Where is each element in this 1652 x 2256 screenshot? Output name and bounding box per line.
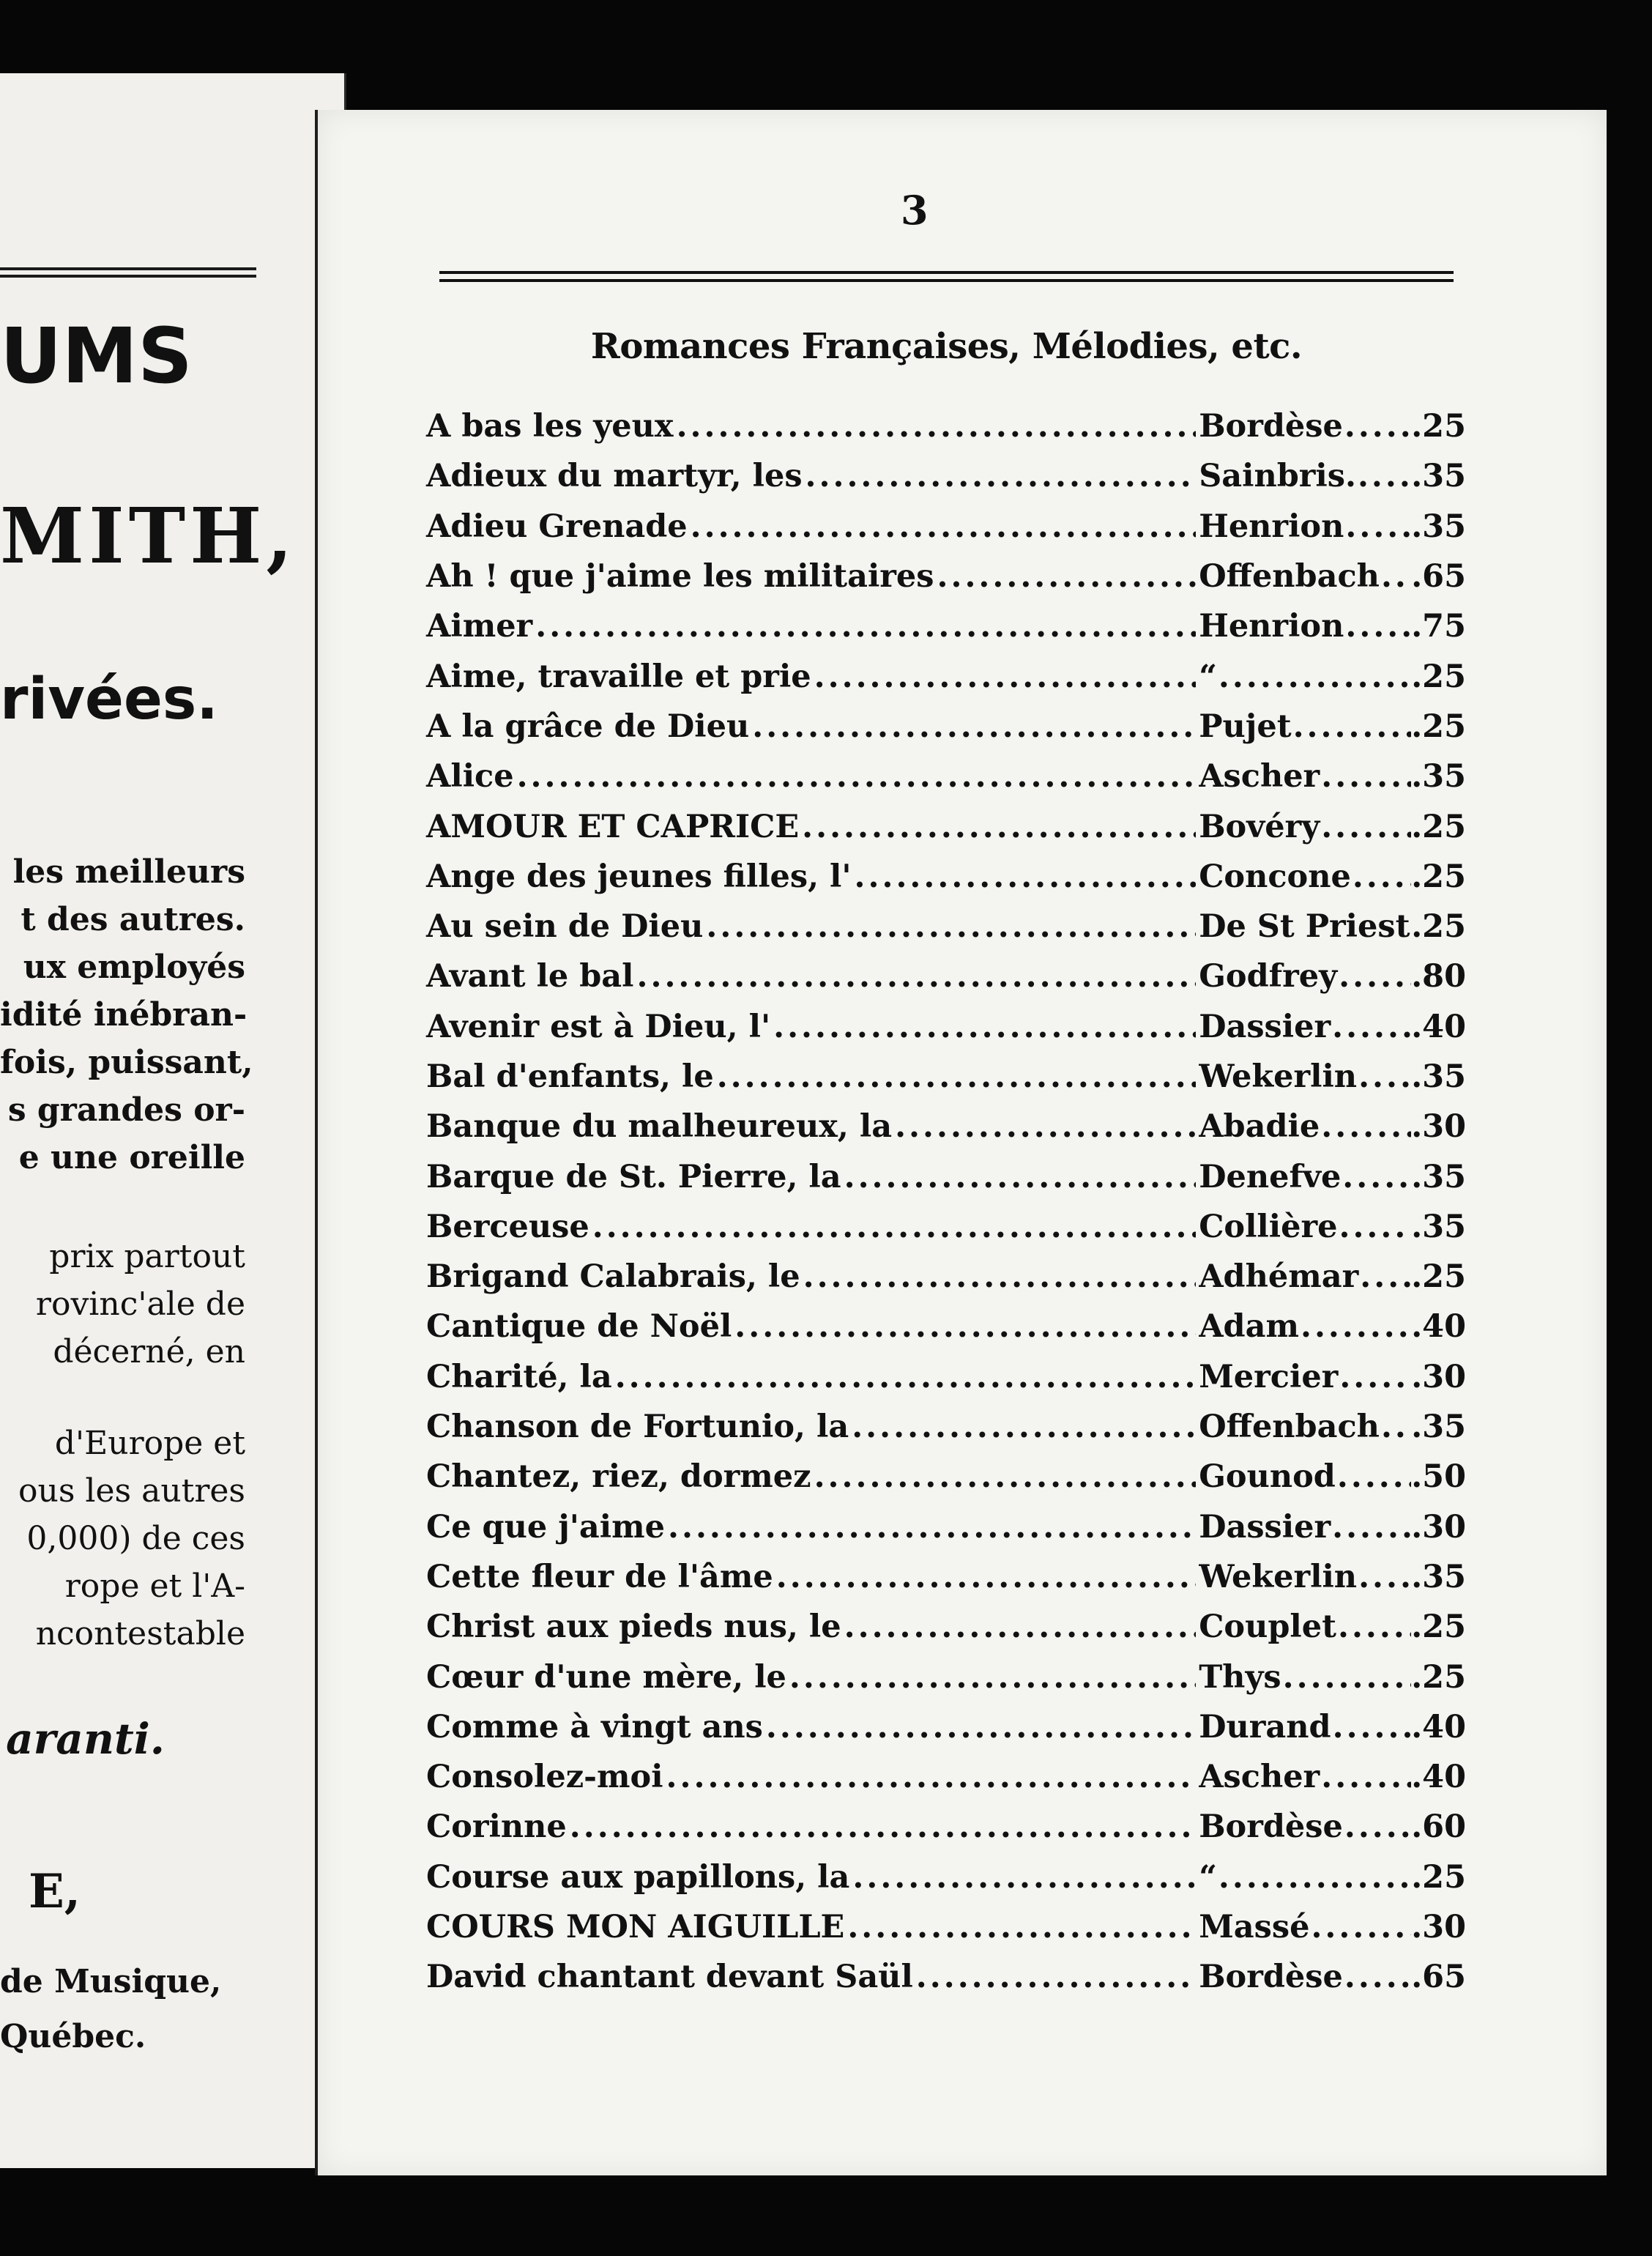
dot-leader — [1311, 1909, 1411, 1945]
dot-leader — [1353, 858, 1411, 895]
dot-leader — [668, 1509, 1196, 1546]
composer-name: Bordèse — [1199, 1808, 1343, 1846]
composer-cell — [1199, 958, 1411, 995]
composer-cell — [1199, 1909, 1411, 1945]
price: .75 — [1411, 608, 1466, 645]
dot-leader — [1360, 1258, 1411, 1295]
dot-leader — [535, 608, 1196, 645]
left-line: rovinc'ale de — [35, 1285, 245, 1323]
composer-name: “ — [1199, 658, 1217, 695]
page-number: 3 — [901, 187, 929, 234]
composer-cell — [1199, 809, 1411, 845]
dot-leader — [1333, 1709, 1412, 1745]
dot-leader — [1381, 558, 1411, 595]
dot-leader — [1339, 1359, 1411, 1395]
list-item — [426, 1952, 1466, 2002]
composer-cell — [1199, 1108, 1411, 1145]
list-item — [426, 752, 1466, 801]
price: .40 — [1411, 1308, 1466, 1346]
dot-leader — [517, 758, 1197, 795]
price: .35 — [1411, 1208, 1466, 1245]
song-title: Charité, la — [426, 1358, 612, 1395]
composer-cell — [1199, 1009, 1411, 1045]
dot-leader — [1344, 1808, 1411, 1845]
left-line: prix partout — [49, 1238, 245, 1275]
dot-leader — [814, 1458, 1197, 1495]
left-line: de Musique, — [0, 1963, 222, 2000]
composer-name: Couplet — [1199, 1608, 1336, 1646]
composer-cell — [1199, 1258, 1411, 1295]
song-title: Berceuse — [426, 1208, 589, 1245]
composer-cell — [1199, 1659, 1411, 1696]
song-title: Corinne — [426, 1808, 567, 1846]
price: .35 — [1411, 1409, 1466, 1446]
dot-leader — [1321, 1759, 1411, 1795]
song-title: Ange des jeunes filles, l' — [426, 858, 852, 895]
left-line: ncontestable — [35, 1615, 245, 1652]
composer-cell — [1199, 858, 1411, 895]
song-title: Comme à vingt ans — [426, 1708, 763, 1745]
left-line: t des autres. — [21, 901, 245, 938]
dot-leader — [1218, 658, 1411, 695]
price: .35 — [1411, 758, 1466, 795]
composer-cell — [1199, 408, 1411, 445]
dot-leader — [752, 708, 1196, 745]
composer-name: Durand — [1199, 1708, 1331, 1745]
dot-leader — [844, 1608, 1197, 1645]
list-item — [426, 1752, 1466, 1802]
list-item — [426, 801, 1466, 851]
price: .25 — [1411, 1608, 1466, 1646]
dot-leader — [1321, 1108, 1411, 1145]
left-line: e une oreille — [18, 1139, 245, 1176]
composer-name: Offenbach — [1199, 558, 1380, 595]
composer-cell — [1199, 1559, 1411, 1595]
composer-name: Thys — [1199, 1658, 1281, 1696]
dot-leader — [803, 1258, 1197, 1295]
composer-cell — [1199, 1458, 1411, 1495]
dot-leader — [776, 1559, 1196, 1595]
dot-leader — [570, 1808, 1196, 1845]
dot-leader — [1301, 1308, 1411, 1345]
composer-name: Sainbris. — [1199, 458, 1356, 495]
left-line: Québec. — [0, 2018, 146, 2055]
dot-leader — [1381, 1409, 1411, 1445]
price: .35 — [1411, 1558, 1466, 1595]
composer-cell — [1199, 1959, 1411, 1995]
list-item — [426, 1002, 1466, 1052]
left-top-rule-2 — [0, 275, 256, 278]
dot-leader — [789, 1659, 1196, 1696]
left-line: rope et l'A- — [64, 1567, 245, 1605]
price: .35 — [1411, 1058, 1466, 1095]
price: .60 — [1411, 1808, 1466, 1846]
composer-name: Bovéry — [1199, 808, 1320, 845]
dot-leader — [852, 1859, 1196, 1896]
composer-name: De St Priest — [1199, 908, 1410, 946]
song-title: A bas les yeux — [426, 408, 674, 445]
composer-name: Bordèse — [1199, 1959, 1343, 1996]
list-item — [426, 1452, 1466, 1502]
dot-leader — [691, 508, 1197, 545]
composer-cell — [1199, 1209, 1411, 1245]
dot-leader — [666, 1759, 1197, 1795]
left-line: aranti. — [6, 1714, 165, 1764]
list-item — [426, 1502, 1466, 1552]
list-item — [426, 1052, 1466, 1102]
list-item — [426, 1652, 1466, 1702]
left-line: d'Europe et — [54, 1425, 245, 1462]
dot-leader — [937, 558, 1197, 595]
left-line: MITH, — [0, 491, 297, 581]
list-item — [426, 1352, 1466, 1402]
song-title: Alice — [426, 758, 514, 795]
price: .25 — [1411, 858, 1466, 895]
dot-leader — [1321, 809, 1411, 845]
song-title: Cette fleur de l'âme — [426, 1558, 773, 1595]
price: .25 — [1411, 1258, 1466, 1296]
left-line: décerné, en — [53, 1333, 245, 1370]
price: .50 — [1411, 1458, 1466, 1496]
left-line: rivées. — [0, 667, 218, 732]
dot-leader — [805, 458, 1197, 494]
composer-name: Gounod — [1199, 1458, 1336, 1496]
dot-leader — [1344, 1959, 1411, 1995]
song-title: A la grâce de Dieu — [426, 708, 750, 745]
dot-leader — [734, 1308, 1196, 1345]
list-item — [426, 1852, 1466, 1902]
composer-name: Abadie — [1199, 1108, 1320, 1146]
dot-leader — [916, 1959, 1196, 1995]
price: .35 — [1411, 458, 1466, 495]
dot-leader — [1321, 758, 1411, 795]
composer-name: “ — [1199, 1858, 1217, 1896]
list-item — [426, 401, 1466, 451]
price: .30 — [1411, 1108, 1466, 1146]
left-line: ous les autres — [18, 1472, 245, 1510]
list-item — [426, 1402, 1466, 1452]
song-title: Brigand Calabrais, le — [426, 1258, 800, 1296]
left-line: 0,000) de ces — [26, 1520, 245, 1557]
price: .40 — [1411, 1708, 1466, 1745]
song-title: Chantez, riez, dormez — [426, 1458, 811, 1496]
composer-name: Adhémar — [1199, 1258, 1359, 1296]
list-item — [426, 552, 1466, 601]
left-line: fois, puissant, — [0, 1044, 253, 1081]
price: .40 — [1411, 1008, 1466, 1045]
song-title: Cœur d'une mère, le — [426, 1658, 786, 1696]
left-line: idité inébran- — [0, 996, 248, 1034]
composer-cell — [1199, 1759, 1411, 1795]
composer-name: Dassier — [1199, 1008, 1331, 1045]
dot-leader — [706, 908, 1196, 945]
dot-leader — [1345, 608, 1411, 645]
composer-cell — [1199, 1359, 1411, 1395]
price: .25 — [1411, 408, 1466, 445]
price: .65 — [1411, 558, 1466, 595]
composer-name: Wekerlin — [1199, 1558, 1358, 1595]
composer-name: Ascher — [1199, 1759, 1320, 1796]
composer-cell — [1199, 1608, 1411, 1645]
list-item — [426, 1151, 1466, 1201]
composer-cell — [1199, 1709, 1411, 1745]
composer-cell — [1199, 1159, 1411, 1195]
list-item — [426, 601, 1466, 651]
left-page-fragment — [0, 73, 346, 2168]
dot-leader — [802, 809, 1196, 845]
dot-leader — [717, 1058, 1196, 1095]
composer-name: Mercier — [1199, 1358, 1339, 1395]
list-item — [426, 902, 1466, 951]
song-title: Barque de St. Pierre, la — [426, 1158, 841, 1195]
song-title: AMOUR ET CAPRICE — [426, 808, 800, 845]
composer-cell — [1199, 1808, 1411, 1845]
composer-name: Collière — [1199, 1208, 1338, 1245]
price: .35 — [1411, 508, 1466, 545]
composer-name: Bordèse — [1199, 408, 1343, 445]
dot-leader — [637, 958, 1197, 995]
song-title: Ce que j'aime — [426, 1508, 665, 1546]
composer-cell — [1199, 1058, 1411, 1095]
song-title: Chanson de Fortunio, la — [426, 1409, 849, 1446]
price: .25 — [1411, 1658, 1466, 1696]
composer-name: Pujet — [1199, 708, 1292, 745]
dot-leader — [1332, 1009, 1411, 1045]
list-item — [426, 1702, 1466, 1752]
composer-cell — [1199, 908, 1411, 945]
list-item — [426, 702, 1466, 752]
price: .25 — [1411, 808, 1466, 845]
list-item — [426, 951, 1466, 1001]
price: .30 — [1411, 1358, 1466, 1395]
price: .25 — [1411, 1858, 1466, 1896]
composer-cell — [1199, 508, 1411, 545]
composer-cell — [1199, 758, 1411, 795]
section-title: Romances Françaises, Mélodies, etc. — [590, 326, 1303, 367]
composer-cell — [1199, 608, 1411, 645]
song-title: Banque du malheureux, la — [426, 1108, 893, 1146]
left-line: s grandes or- — [7, 1091, 245, 1129]
song-title: Consolez-moi — [426, 1759, 663, 1796]
list-item — [426, 451, 1466, 501]
song-title: Bal d'enfants, le — [426, 1058, 714, 1095]
list-item — [426, 502, 1466, 552]
composer-name: Concone — [1199, 858, 1351, 895]
list-item — [426, 1202, 1466, 1252]
dot-leader — [814, 658, 1197, 695]
composer-cell — [1199, 558, 1411, 595]
song-title: Avant le bal — [426, 958, 634, 995]
list-item — [426, 1602, 1466, 1652]
composer-name: Henrion — [1199, 508, 1344, 545]
dot-leader — [615, 1359, 1196, 1395]
dot-leader — [1338, 1608, 1411, 1645]
song-title: Christ aux pieds nus, le — [426, 1608, 841, 1646]
composer-cell — [1199, 1859, 1411, 1896]
composer-name: Offenbach — [1199, 1409, 1380, 1446]
dot-leader — [1283, 1659, 1412, 1696]
dot-leader — [895, 1108, 1196, 1145]
list-item — [426, 1252, 1466, 1302]
list-item — [426, 1902, 1466, 1952]
price: .80 — [1411, 958, 1466, 995]
song-title: Adieu Grenade — [426, 508, 688, 545]
dot-leader — [1344, 408, 1411, 445]
song-title: Cantique de Noël — [426, 1308, 732, 1346]
left-line: UMS — [0, 311, 193, 401]
song-title: COURS MON AIGUILLE — [426, 1909, 845, 1946]
price: .25 — [1411, 708, 1466, 745]
dot-leader — [592, 1209, 1196, 1245]
dot-leader — [1337, 1458, 1411, 1495]
dot-leader — [1339, 958, 1411, 995]
dot-leader — [1293, 708, 1412, 745]
composer-name: Wekerlin — [1199, 1058, 1358, 1095]
dot-leader — [677, 408, 1197, 445]
dot-leader — [1339, 1209, 1411, 1245]
dot-leader — [1342, 1159, 1411, 1195]
composer-name: Henrion — [1199, 608, 1344, 645]
price: .40 — [1411, 1759, 1466, 1796]
list-item — [426, 1102, 1466, 1151]
price: .65 — [1411, 1959, 1466, 1996]
composer-cell — [1199, 458, 1411, 494]
dot-leader — [852, 1409, 1196, 1445]
price: .30 — [1411, 1508, 1466, 1546]
header-double-rule — [439, 271, 1454, 287]
dot-leader — [1345, 508, 1411, 545]
composer-name: Ascher — [1199, 758, 1320, 795]
price: .25 — [1411, 658, 1466, 695]
song-title: Course aux papillons, la — [426, 1858, 850, 1896]
dot-leader — [1358, 1058, 1411, 1095]
price: .35 — [1411, 1158, 1466, 1195]
list-item — [426, 1552, 1466, 1602]
list-item — [426, 1802, 1466, 1852]
dot-leader — [1332, 1509, 1411, 1546]
composer-name: Adam — [1199, 1308, 1299, 1346]
composer-cell — [1199, 1409, 1411, 1445]
dot-leader — [773, 1009, 1196, 1045]
left-line: E, — [28, 1864, 81, 1919]
song-list — [426, 401, 1466, 2003]
price: .25 — [1411, 908, 1466, 946]
composer-name: Godfrey — [1199, 958, 1338, 995]
song-title: Aimer — [426, 608, 533, 645]
composer-cell — [1199, 1308, 1411, 1345]
price: .30 — [1411, 1909, 1466, 1946]
dot-leader — [855, 858, 1197, 895]
dot-leader — [1218, 1859, 1411, 1896]
dot-leader — [1358, 458, 1411, 494]
composer-name: Dassier — [1199, 1508, 1331, 1546]
left-top-rule — [0, 267, 256, 270]
song-title: Avenir est à Dieu, l' — [426, 1008, 771, 1045]
song-title: David chantant devant Saül — [426, 1959, 913, 1996]
song-title: Aime, travaille et prie — [426, 658, 811, 695]
composer-cell — [1199, 1509, 1411, 1546]
song-title: Adieux du martyr, les — [426, 458, 803, 495]
composer-cell — [1199, 658, 1411, 695]
list-item — [426, 1302, 1466, 1351]
song-title: Au sein de Dieu — [426, 908, 704, 946]
left-line: les meilleurs — [12, 853, 245, 891]
dot-leader — [847, 1909, 1196, 1945]
composer-name: Massé — [1199, 1909, 1310, 1946]
dot-leader — [1358, 1559, 1411, 1595]
list-item — [426, 651, 1466, 701]
left-line: ux employés — [23, 949, 245, 986]
composer-name: Denefve — [1199, 1158, 1342, 1195]
song-title: Ah ! que j'aime les militaires — [426, 558, 934, 595]
composer-cell — [1199, 708, 1411, 745]
dot-leader — [766, 1709, 1196, 1745]
dot-leader — [844, 1159, 1197, 1195]
list-item — [426, 852, 1466, 902]
